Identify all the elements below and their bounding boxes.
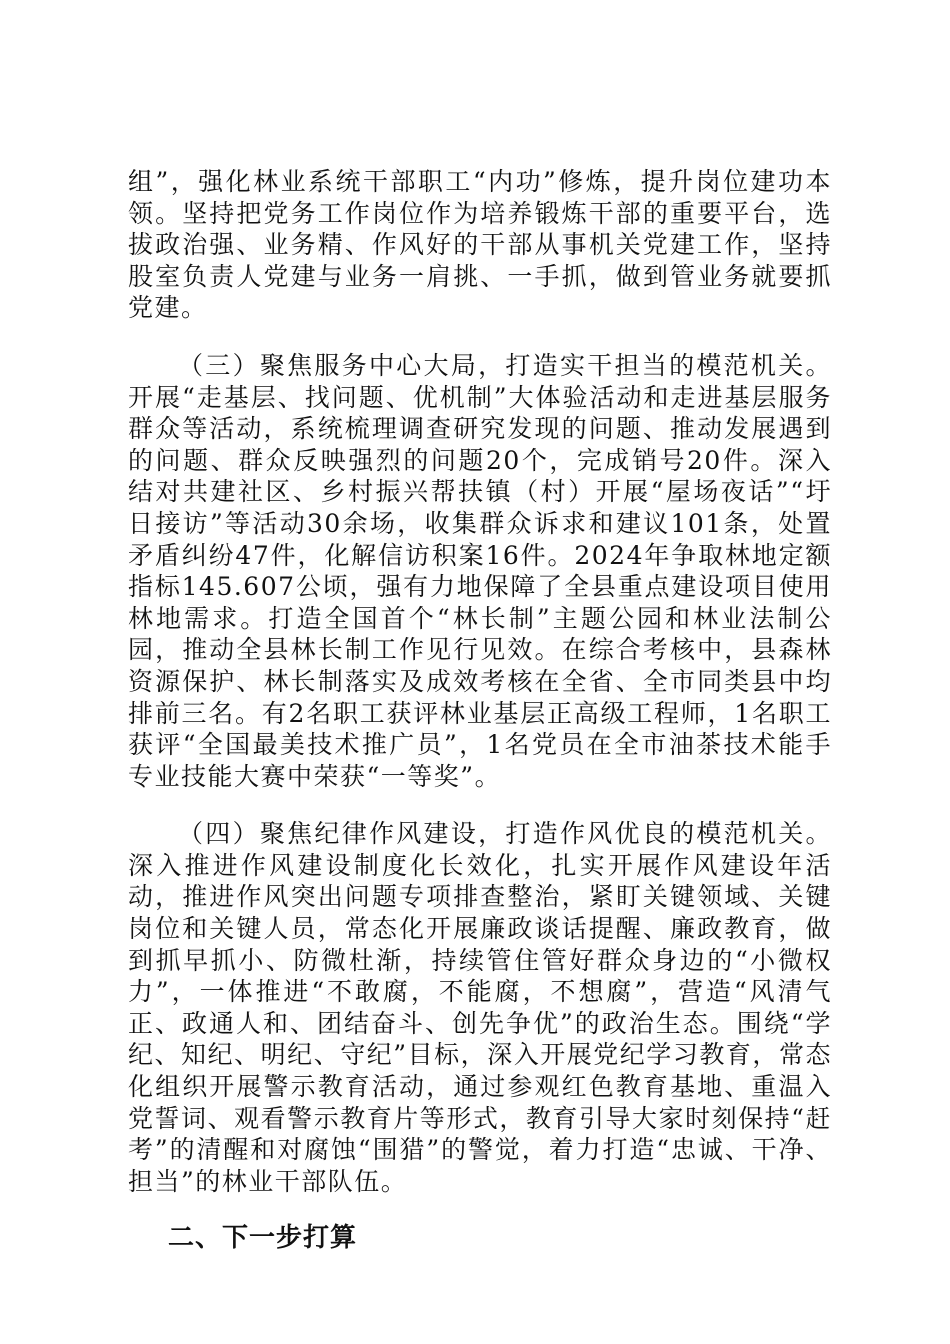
document-body	[128, 166, 832, 1255]
paragraph-continuation: 组”，强化林业系统干部职工“内功”修炼，提升岗位建功本领。坚持把党务工作岗位作为培养锻炼干部的重要平台，选拔政治强、业务精、作风好的干部从事机关党建工作，坚持股室负责人党建与业务一肩挑、一手抓，做到管业务就要抓党建。	[128, 167, 832, 323]
paragraph-section-four: （四）聚焦纪律作风建设，打造作风优良的模范机关。深入推进作风建设制度化长效化，扎实开展作风建设年活动，推进作风突出问题专项排查整治，紧盯关键领域、关键岗位和关键人员，常态化开展廉政谈话提醒、廉政教育，做到抓早抓小、防微杜渐，持续管住管好群众身边的“小微权力”，一体推进“不敢腐，不能腐，不想腐”，营造“风清气正、政通人和、团结奋斗、创先争优”的政治生态。围绕“学纪、知纪、明纪、守纪”目标，深入开展党纪学习教育，常态化组织开展警示教育活动，通过参观红色教育基地、重温入党誓词、观看警示教育片等形式，教育引导大家时刻保持“赶考”的清醒和对腐蚀“围猎”的警觉，着力打造“忠诚、干净、担当”的林业干部队伍。	[128, 819, 832, 1196]
section-heading-next-steps: 二、下一步打算	[168, 1223, 358, 1254]
paragraph-section-three: （三）聚焦服务中心大局，打造实干担当的模范机关。开展“走基层、找问题、优机制”大体验活动和走进基层服务群众等活动，系统梳理调查研究发现的问题、推动发展遇到的问题、群众反映强烈的问题20个，完成销号20件。深入结对共建社区、乡村振兴帮扶镇（村）开展“屋场夜话”“圩日接访”等活动30余场，收集群众诉求和建议101条，处置矛盾纠纷47件，化解信访积案16件。2024年争取林地定额指标145.607公顷，强有力地保障了全县重点建设项目使用林地需求。打造全国首个“林长制”主题公园和林业法制公园，推动全县林长制工作见行见效。在综合考核中，县森林资源保护、林长制落实及成效考核在全省、全市同类县中均排前三名。有2名职工获评林业基层正高级工程师，1名职工获评“全国最美技术推广员”，1名党员在全市油茶技术能手专业技能大赛中荣获“一等奖”。	[128, 350, 832, 791]
